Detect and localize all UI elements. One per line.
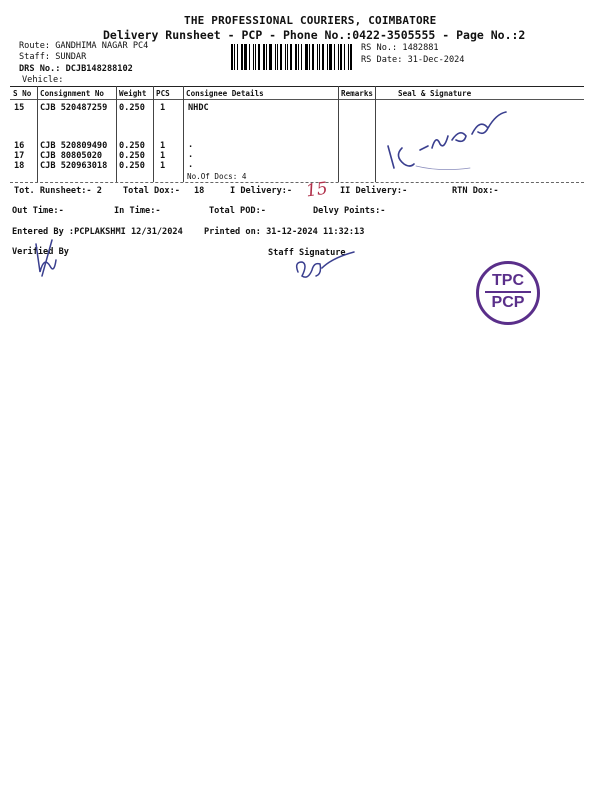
table-row-consignee: . xyxy=(188,160,194,170)
stamp-line-2: PCP xyxy=(491,294,525,311)
table-row-sno: 17 xyxy=(14,151,25,161)
col-divider xyxy=(37,86,38,182)
barcode-bar xyxy=(275,44,276,70)
header-weight: Weight xyxy=(119,89,147,98)
table-row-sno: 16 xyxy=(14,141,25,151)
table-row-consignment: CJB 520809490 xyxy=(40,141,108,151)
header-consignee: Consignee Details xyxy=(186,89,264,98)
barcode-bar xyxy=(253,44,254,70)
table-row-pcs: 1 xyxy=(160,161,166,171)
barcode-bar xyxy=(258,44,260,70)
tot-runsheet: Tot. Runsheet:- 2 xyxy=(14,186,102,196)
i-delivery-label: I Delivery:- xyxy=(230,186,293,196)
table-row-consignment: CJB 80805020 xyxy=(40,151,103,161)
no-of-docs: No.Of Docs: 4 xyxy=(187,172,247,181)
col-divider xyxy=(183,86,184,182)
total-dox-value: 18 xyxy=(194,186,205,196)
table-bottom-rule xyxy=(10,182,584,183)
barcode-bar xyxy=(231,44,233,70)
ii-delivery-label: II Delivery:- xyxy=(340,186,408,196)
stamp-divider xyxy=(485,291,531,293)
barcode-bar xyxy=(290,44,292,70)
handwritten-signature xyxy=(380,106,530,176)
barcode-bar xyxy=(327,44,328,70)
staff-signature-ink xyxy=(292,248,362,284)
rtn-dox-label: RTN Dox:- xyxy=(452,186,499,196)
barcode-bar xyxy=(317,44,318,70)
barcode-bar xyxy=(312,44,314,70)
barcode-bar xyxy=(287,44,288,70)
drs-number: DRS No.: DCJB148288102 xyxy=(19,64,133,74)
col-divider xyxy=(375,86,376,182)
barcode-bar xyxy=(305,44,308,70)
barcode-bar xyxy=(249,44,250,70)
header-pcs: PCS xyxy=(156,89,170,98)
barcode-bar xyxy=(319,44,320,70)
barcode-bar xyxy=(298,44,299,70)
verified-by: Verified By xyxy=(12,247,69,257)
col-divider xyxy=(153,86,154,182)
printed-on: Printed on: 31-12-2024 11:32:13 xyxy=(204,227,365,237)
total-dox-label: Total Dox:- xyxy=(123,186,180,196)
barcode-bar xyxy=(234,44,235,70)
total-pod: Total POD:- xyxy=(209,206,266,216)
handwritten-delivery-count: 15 xyxy=(304,178,329,202)
table-row-consignment: CJB 520963018 xyxy=(40,161,108,171)
table-header-rule xyxy=(10,99,584,100)
barcode-bar xyxy=(309,44,310,70)
route-label: Route: GANDHIMA NAGAR PC4 xyxy=(19,41,149,51)
barcode-bar xyxy=(344,44,345,70)
table-row-weight: 0.250 xyxy=(119,161,145,171)
barcode-bar xyxy=(244,44,247,70)
header-seal-signature: Seal & Signature xyxy=(398,89,472,98)
barcode-bar xyxy=(329,44,332,70)
verified-signature xyxy=(30,236,70,282)
table-row-sno: 15 xyxy=(14,103,25,113)
runsheet-subtitle: Delivery Runsheet - PCP - Phone No.:0422-3505555 - Page No.:2 xyxy=(103,28,526,42)
barcode-bar xyxy=(338,44,339,70)
staff-label: Staff: SUNDAR xyxy=(19,52,87,62)
barcode-bar xyxy=(340,44,342,70)
delvy-points: Delvy Points:- xyxy=(313,206,386,216)
table-row-consignee: . xyxy=(188,140,194,150)
entered-by: Entered By :PCPLAKSHMI 12/31/2024 xyxy=(12,227,183,237)
tpc-stamp xyxy=(476,261,540,325)
table-row-weight: 0.250 xyxy=(119,103,145,113)
barcode-bar xyxy=(322,44,324,70)
barcode-bar xyxy=(269,44,272,70)
col-divider xyxy=(116,86,117,182)
header-consignment: Consignment No xyxy=(40,89,105,98)
barcode-bar xyxy=(285,44,286,70)
header-sno: S No xyxy=(13,89,32,98)
barcode-bar xyxy=(277,44,278,70)
rs-date: RS Date: 31-Dec-2024 xyxy=(361,55,465,65)
stamp-line-1: TPC xyxy=(492,272,524,289)
table-row-sno: 18 xyxy=(14,161,25,171)
barcode-bar xyxy=(295,44,297,70)
table-top-rule xyxy=(10,86,584,87)
barcode-bar xyxy=(263,44,265,70)
header-remarks: Remarks xyxy=(341,89,374,98)
in-time: In Time:- xyxy=(114,206,161,216)
out-time: Out Time:- xyxy=(12,206,64,216)
barcode-bar xyxy=(280,44,282,70)
table-row-pcs: 1 xyxy=(160,151,166,161)
barcode-bar xyxy=(348,44,349,70)
table-row-consignee: . xyxy=(188,150,194,160)
barcode-bar xyxy=(301,44,302,70)
barcode-bar xyxy=(350,44,352,70)
barcode-bar xyxy=(241,44,243,70)
vehicle-label: Vehicle: xyxy=(22,75,64,85)
table-row-consignment: CJB 520487259 xyxy=(40,103,108,113)
rs-number: RS No.: 1482881 xyxy=(361,43,439,53)
company-title: THE PROFESSIONAL COURIERS, COIMBATORE xyxy=(184,14,437,27)
table-row-weight: 0.250 xyxy=(119,141,145,151)
table-row-consignee: NHDC xyxy=(188,103,209,113)
barcode-bar xyxy=(334,44,335,70)
table-row-pcs: 1 xyxy=(160,141,166,151)
table-row-pcs: 1 xyxy=(160,103,166,113)
staff-signature-label: Staff Signature xyxy=(268,248,346,258)
col-divider xyxy=(338,86,339,182)
barcode-bar xyxy=(237,44,238,70)
barcode xyxy=(231,44,355,70)
barcode-bar xyxy=(266,44,267,70)
barcode-bar xyxy=(255,44,256,70)
table-row-weight: 0.250 xyxy=(119,151,145,161)
